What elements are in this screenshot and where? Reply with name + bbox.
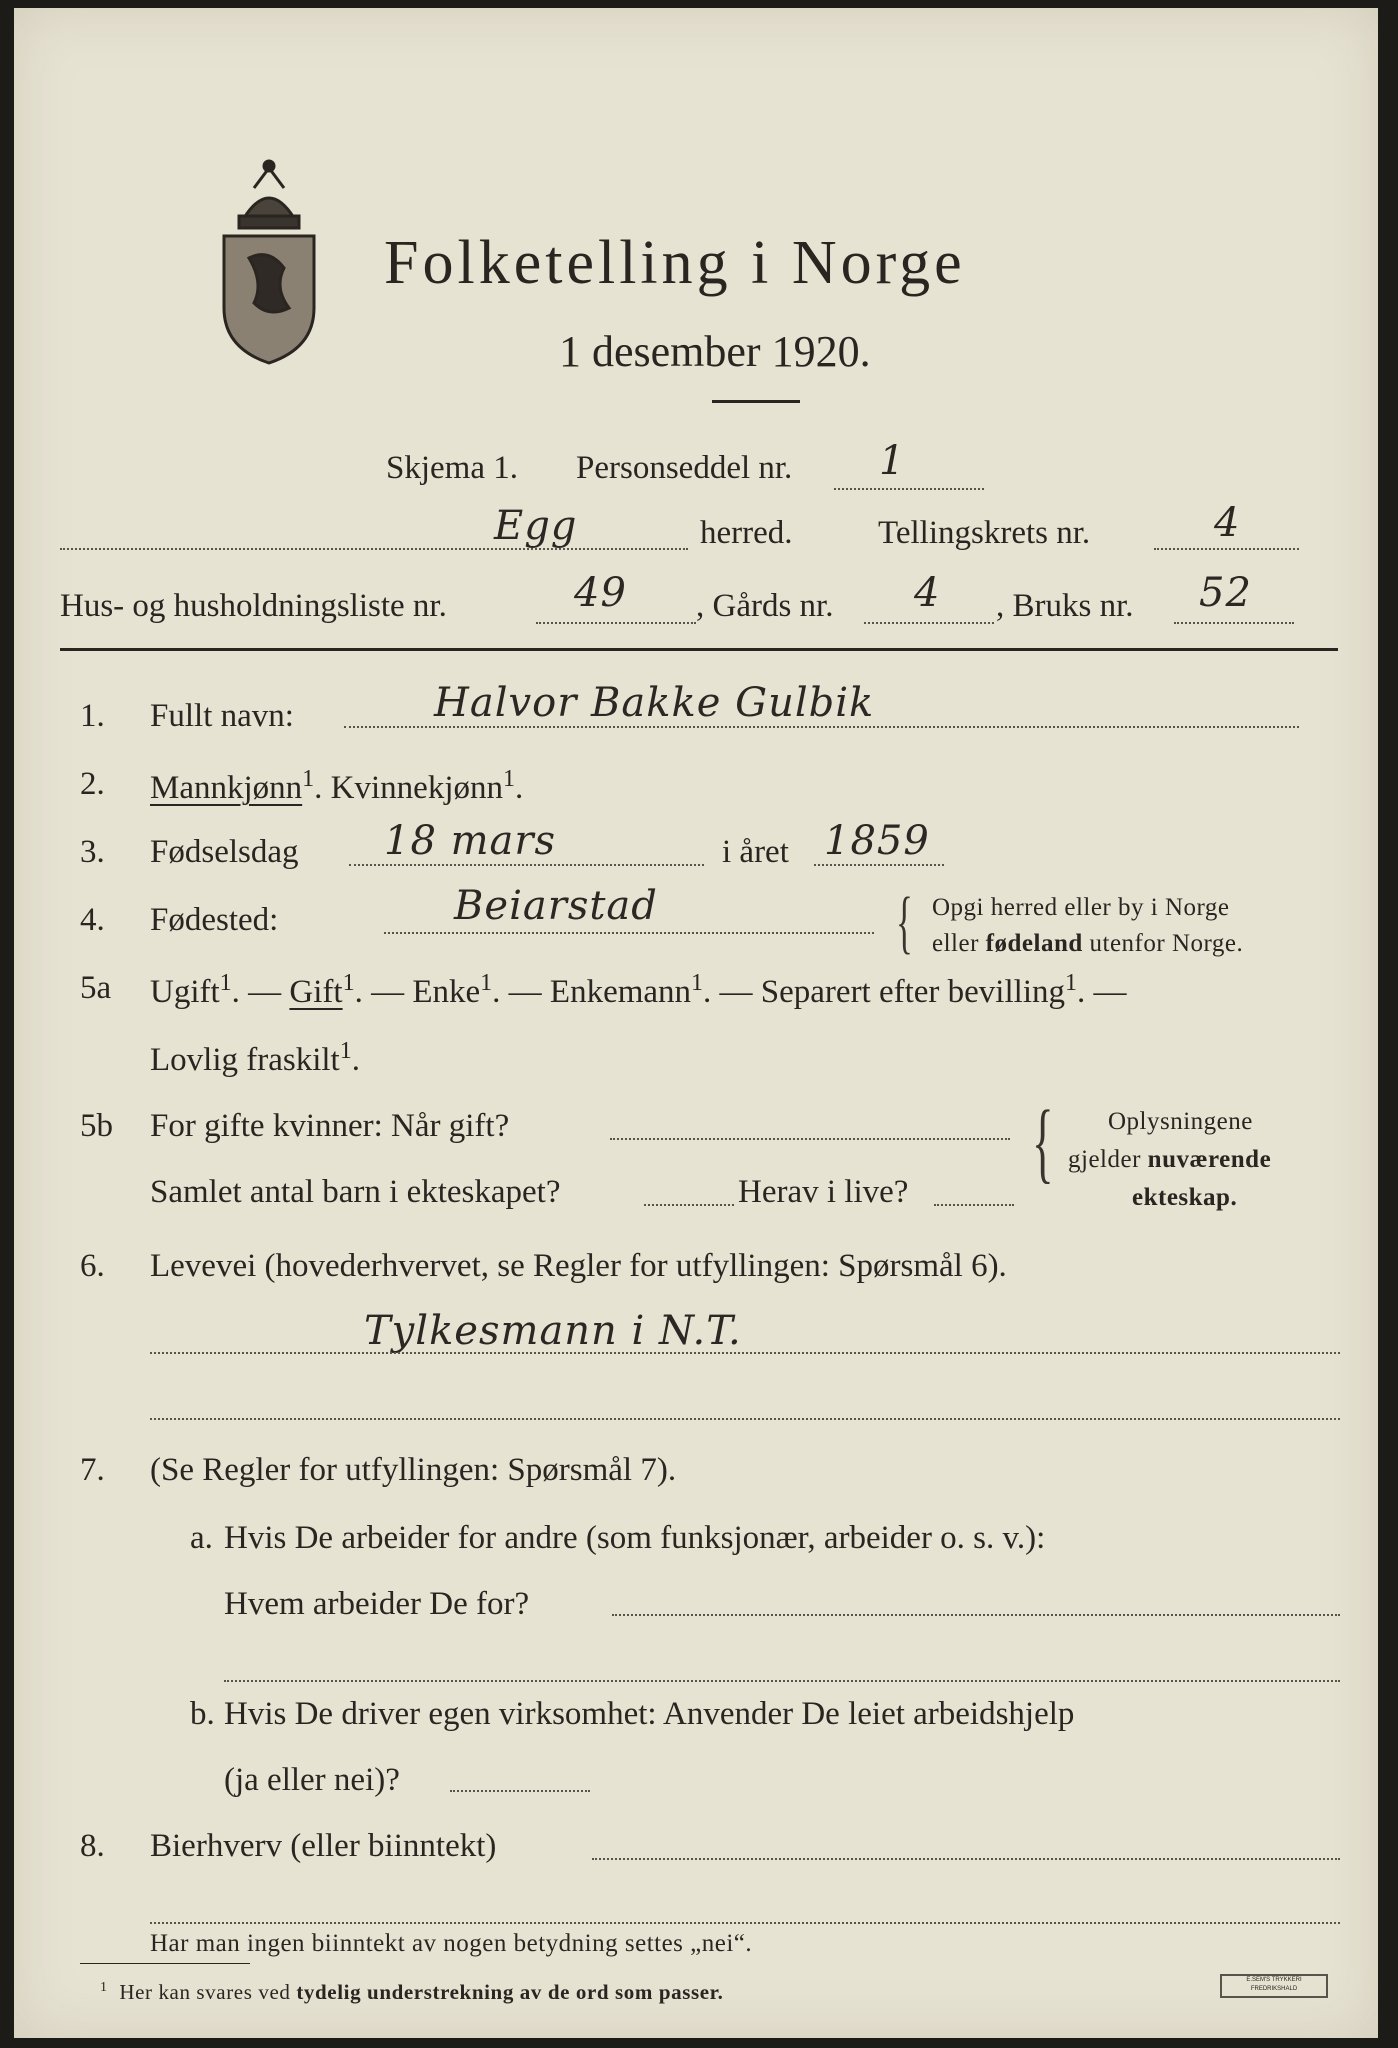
q7b-line1: Hvis De driver egen virksomhet: Anvender De leiet arbeidshjelp (224, 1696, 1075, 1732)
census-form (14, 8, 1378, 2038)
personseddel-label: Personseddel nr. (576, 450, 793, 486)
q8-field-line-2 (150, 1922, 1340, 1924)
header-rule (60, 648, 1338, 651)
q4-birthplace: Beiarstad (454, 883, 658, 929)
q1-number: 1. (80, 698, 105, 734)
q5a-sup-4: 1 (691, 970, 704, 996)
q5a-sep-2: . — (354, 974, 405, 1010)
q5b-number: 5b (80, 1108, 113, 1144)
q6-label: Levevei (hovederhvervet, se Regler for utfyllingen: Spørsmål 6). (150, 1248, 1007, 1284)
q7a-line2: Hvem arbeider De for? (224, 1586, 530, 1622)
q5a-sep-4: . — (703, 974, 753, 1010)
q5a-fraskilt: Lovlig fraskilt (150, 1042, 340, 1078)
q4-note-fodeland: fødeland (985, 930, 1083, 957)
q5b-note-nuvaerende: nuværende (1147, 1146, 1272, 1173)
footnote (100, 1980, 724, 2005)
printer-line2: FREDRIKSHALD (1250, 1986, 1298, 1992)
q4-note-brace: { (896, 884, 913, 961)
husholdningsliste-value: 49 (574, 570, 627, 616)
q5b-line1: For gifte kvinner: Når gift? (150, 1108, 510, 1144)
q7b-letter: b. (190, 1696, 215, 1732)
q5b-note-line2 (1068, 1146, 1271, 1174)
q4-note-utenfor: utenfor Norge. (1082, 930, 1244, 957)
q4-field-line (384, 932, 874, 934)
q3-birth-day: 18 mars (384, 818, 557, 864)
q5a-sup-6: 1 (339, 1038, 352, 1064)
q5b-line2: Samlet antal barn i ekteskapet? (150, 1174, 561, 1210)
q5b-note-line3: ekteskap. (1132, 1184, 1238, 1211)
footnote-mark: 1 (100, 1980, 108, 1995)
coat-of-arms-icon (214, 158, 324, 368)
q6-occupation: Tylkesmann i N.T. (364, 1308, 742, 1354)
q7-label: (Se Regler for utfyllingen: Spørsmål 7). (150, 1452, 677, 1488)
tellingskrets-label: Tellingskrets nr. (878, 515, 1091, 551)
q6-field-line-1 (150, 1352, 1340, 1354)
form-title: Folketelling i Norge (384, 229, 966, 297)
q5a-sup-5: 1 (1064, 970, 1077, 996)
q4-number: 4. (80, 902, 105, 938)
q2-sup-1: 1 (302, 766, 315, 792)
q3-year-label: i året (722, 834, 789, 870)
q8-field-line-1 (592, 1858, 1340, 1860)
q6-field-line-2 (150, 1418, 1340, 1420)
q8-number: 8. (80, 1828, 105, 1864)
q5b-note-brace: { (1032, 1093, 1054, 1192)
q3-label: Fødselsdag (150, 834, 299, 870)
herred-value: Egg (494, 503, 578, 549)
husholdningsliste-label: Hus- og husholdningsliste nr. (60, 588, 447, 624)
q7a-field-line-2 (224, 1680, 1340, 1682)
q3-number: 3. (80, 834, 105, 870)
q7a-letter: a. (190, 1520, 213, 1556)
q5b-herav-field-line (934, 1204, 1014, 1206)
q2-options (150, 766, 523, 807)
q1-full-name: Halvor Bakke Gulbik (434, 680, 875, 726)
q5b-note-gjelder: gjelder (1068, 1146, 1148, 1173)
q5a-sep-1: . — (231, 974, 282, 1010)
q2-number: 2. (80, 766, 105, 802)
bruks-label: , Bruks nr. (996, 588, 1134, 624)
q7a-field-line-1 (612, 1614, 1340, 1616)
herred-label: herred. (700, 515, 793, 551)
form-date: 1 desember 1920. (559, 327, 871, 376)
q5b-barn-field-line (644, 1204, 734, 1206)
q5a-sep-5: . — (1076, 974, 1127, 1010)
personseddel-field-line (834, 488, 984, 490)
q4-note-eller: eller (932, 930, 986, 957)
q5a-enkemann: Enkemann (549, 974, 692, 1010)
footnote-rule (80, 1963, 250, 1964)
q5a-number: 5a (80, 970, 112, 1006)
q5a-ugift: Ugift (150, 974, 220, 1010)
q5a-sup-1: 1 (219, 970, 232, 996)
q5b-gift-field-line (610, 1138, 1010, 1140)
q1-field-line (344, 726, 1299, 728)
q2-end-1: . (314, 770, 323, 806)
q8-label: Bierhverv (eller biinntekt) (150, 1828, 497, 1864)
q5a-enke: Enke (412, 974, 481, 1010)
q8-note: Har man ingen biinntekt av nogen betydning settes „nei“. (150, 1930, 753, 1957)
q5b-herav: Herav i live? (738, 1174, 909, 1210)
q3-year-field-line (814, 864, 944, 866)
tellingskrets-value: 4 (1214, 500, 1241, 546)
q2-sup-2: 1 (503, 766, 515, 792)
gards-field-line (864, 622, 994, 624)
q5a-options (150, 970, 1126, 1011)
q5a-gift: Gift (289, 974, 343, 1010)
q2-kvinnekjonn: Kvinnekjønn (330, 770, 503, 806)
footnote-bold: tydelig understrekning av de ord som passer. (296, 1980, 724, 2004)
husholdningsliste-field-line (536, 622, 696, 624)
tellingskrets-field-line (1154, 548, 1299, 550)
footnote-text: Her kan svares ved (119, 1980, 297, 2004)
q5a-separert: Separert efter bevilling (760, 974, 1065, 1010)
q5a-sup-3: 1 (480, 970, 493, 996)
q7a-line1: Hvis De arbeider for andre (som funksjonær, arbeider o. s. v.): (224, 1520, 1046, 1556)
q6-number: 6. (80, 1248, 105, 1284)
gards-value: 4 (914, 570, 941, 616)
printer-stamp (1220, 1974, 1328, 1998)
personseddel-value: 1 (879, 438, 906, 484)
q7b-field-line (450, 1790, 590, 1792)
q4-label: Fødested: (150, 902, 279, 938)
q4-note-line2 (932, 930, 1243, 958)
gards-label: , Gårds nr. (696, 588, 834, 624)
q3-day-field-line (349, 864, 704, 866)
bruks-field-line (1174, 622, 1294, 624)
q7b-line2: (ja eller nei)? (224, 1762, 400, 1798)
q5a-sep-3: . — (492, 974, 542, 1010)
printer-line1: E.SEM'S TRYKKERI (1246, 1977, 1302, 1983)
q7-number: 7. (80, 1452, 105, 1488)
q2-end-2: . (515, 770, 524, 806)
skjema-label: Skjema 1. (386, 450, 518, 486)
q5b-note-line1: Oplysningene (1108, 1108, 1253, 1135)
q1-label: Fullt navn: (150, 698, 294, 734)
q3-birth-year: 1859 (824, 818, 930, 864)
bruks-value: 52 (1199, 570, 1252, 616)
herred-field-line (60, 548, 688, 550)
q5a-fraskilt-line: Lovlig fraskilt$^1$. (150, 1038, 360, 1078)
q2-mannkjonn: Mannkjønn (150, 770, 303, 806)
q4-note-line1: Opgi herred eller by i Norge (932, 894, 1230, 921)
title-divider (712, 400, 800, 403)
q5a-sup-2: 1 (342, 970, 355, 996)
